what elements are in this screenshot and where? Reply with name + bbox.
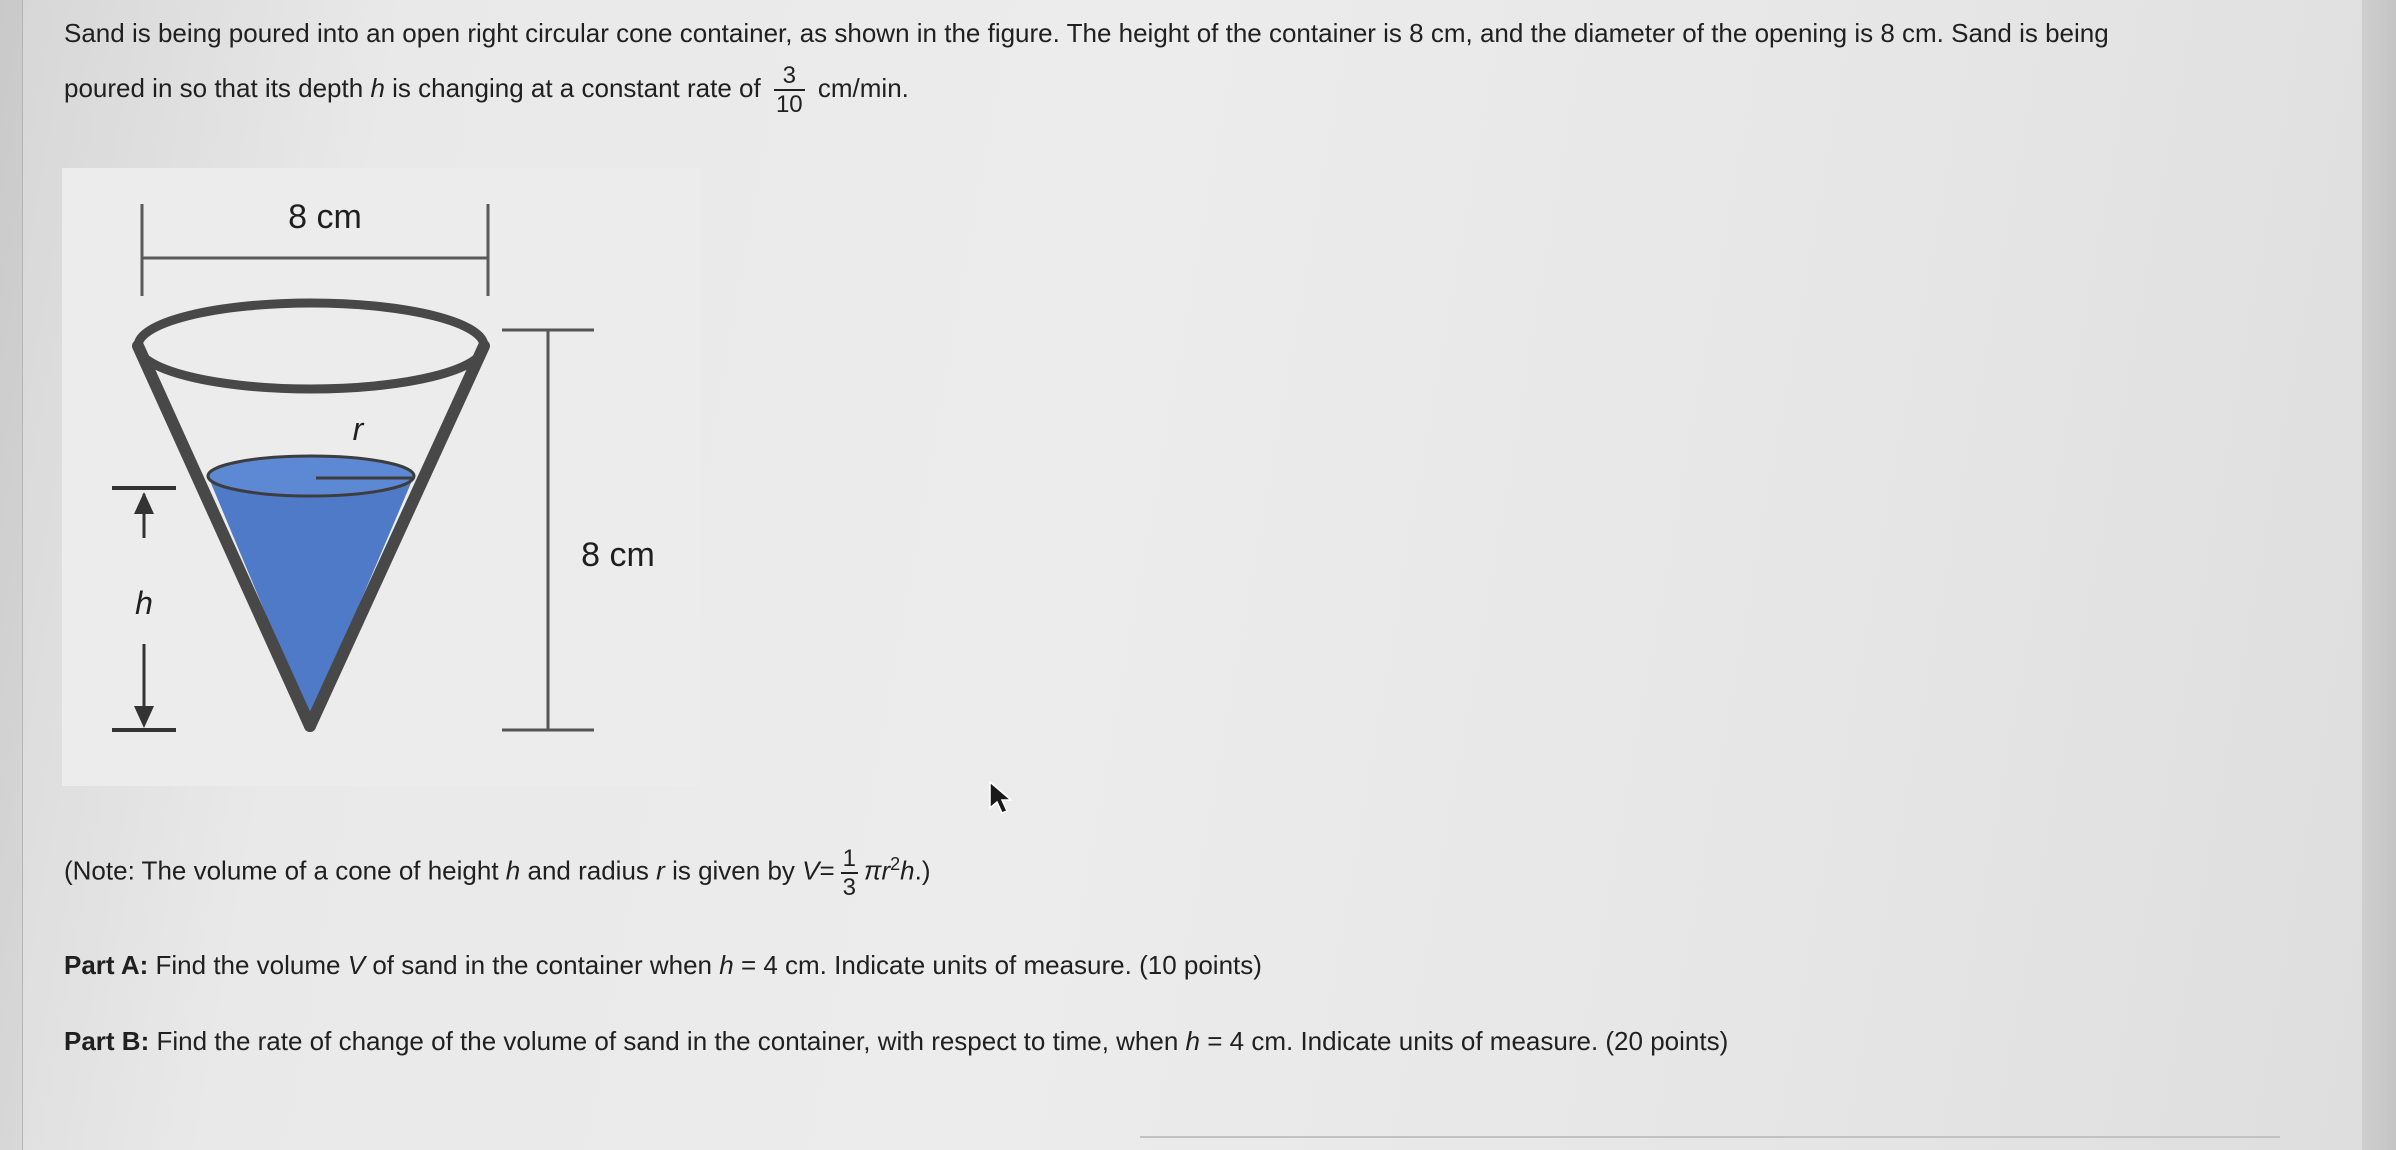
h-dim-down-arrow xyxy=(134,706,154,728)
cone-opening-rim xyxy=(138,303,484,389)
side-dim-label: 8 cm xyxy=(581,536,655,574)
part-a-text-1: Find the volume xyxy=(155,950,341,980)
note-text-mid1: and radius xyxy=(527,855,649,886)
part-a xyxy=(64,950,1262,980)
part-a-text-3: = 4 cm. Indicate units of measure. (10 points) xyxy=(740,950,1262,980)
mouse-cursor-icon xyxy=(988,780,1018,820)
right-margin-strip xyxy=(2362,0,2396,1150)
note-text-start: (Note: The volume of a cone of height xyxy=(64,855,499,886)
height-label: h xyxy=(135,585,153,621)
part-a-var-V: V xyxy=(347,950,366,980)
radius-label: r xyxy=(352,411,364,447)
note-r: r xyxy=(881,855,891,886)
part-b-label: Part B: xyxy=(64,1026,150,1056)
note-frac-num: 1 xyxy=(842,844,857,872)
part-b-text-2: = 4 cm. Indicate units of measure. (20 points) xyxy=(1207,1026,1729,1056)
note-end: .) xyxy=(914,855,931,886)
intro-line-2 xyxy=(64,60,909,120)
note-h: h xyxy=(900,855,915,886)
rate-fraction xyxy=(774,62,805,118)
intro-var-h: h xyxy=(370,73,385,103)
intro-text-2b: is changing at a constant rate of xyxy=(392,73,761,103)
sand-fill xyxy=(208,461,414,720)
note-exponent: 2 xyxy=(890,854,901,874)
h-dim-up-arrow xyxy=(134,492,154,514)
bottom-divider xyxy=(1140,1136,2280,1138)
note-pi: π xyxy=(864,855,882,886)
top-dim-label: 8 cm xyxy=(288,198,362,236)
note-text-mid2: is given by xyxy=(672,855,795,886)
rate-unit: cm/min. xyxy=(817,73,909,103)
rate-numerator: 3 xyxy=(774,62,805,91)
note-var-r: r xyxy=(656,855,665,886)
cone-diagram xyxy=(62,168,700,786)
part-a-var-h: h xyxy=(719,950,734,980)
note-var-h: h xyxy=(505,855,521,886)
part-a-label: Part A: xyxy=(64,950,149,980)
sand-surface xyxy=(208,456,414,496)
note-equals: = xyxy=(819,855,835,886)
note-var-V: V xyxy=(802,855,820,886)
part-a-text-2: of sand in the container when xyxy=(372,950,712,980)
page-left-edge xyxy=(22,0,23,1150)
intro-line-1 xyxy=(64,18,2109,48)
part-b xyxy=(64,1026,1728,1056)
cone-figure xyxy=(62,168,700,786)
intro-text-1: Sand is being poured into an open right circular cone container, as shown in the figure. The height of the container is 8 cm, and the diameter of the opening is 8 cm. Sand is being xyxy=(64,18,2109,48)
rate-denominator: 10 xyxy=(775,91,803,119)
part-b-var-h: h xyxy=(1185,1026,1201,1056)
part-b-text-1: Find the rate of change of the volume of sand in the container, with respect to time, when xyxy=(156,1026,1179,1056)
note-fraction xyxy=(841,845,858,901)
note-line xyxy=(64,836,931,901)
note-frac-den: 3 xyxy=(842,873,857,901)
intro-text-2a: poured in so that its depth xyxy=(64,73,364,103)
